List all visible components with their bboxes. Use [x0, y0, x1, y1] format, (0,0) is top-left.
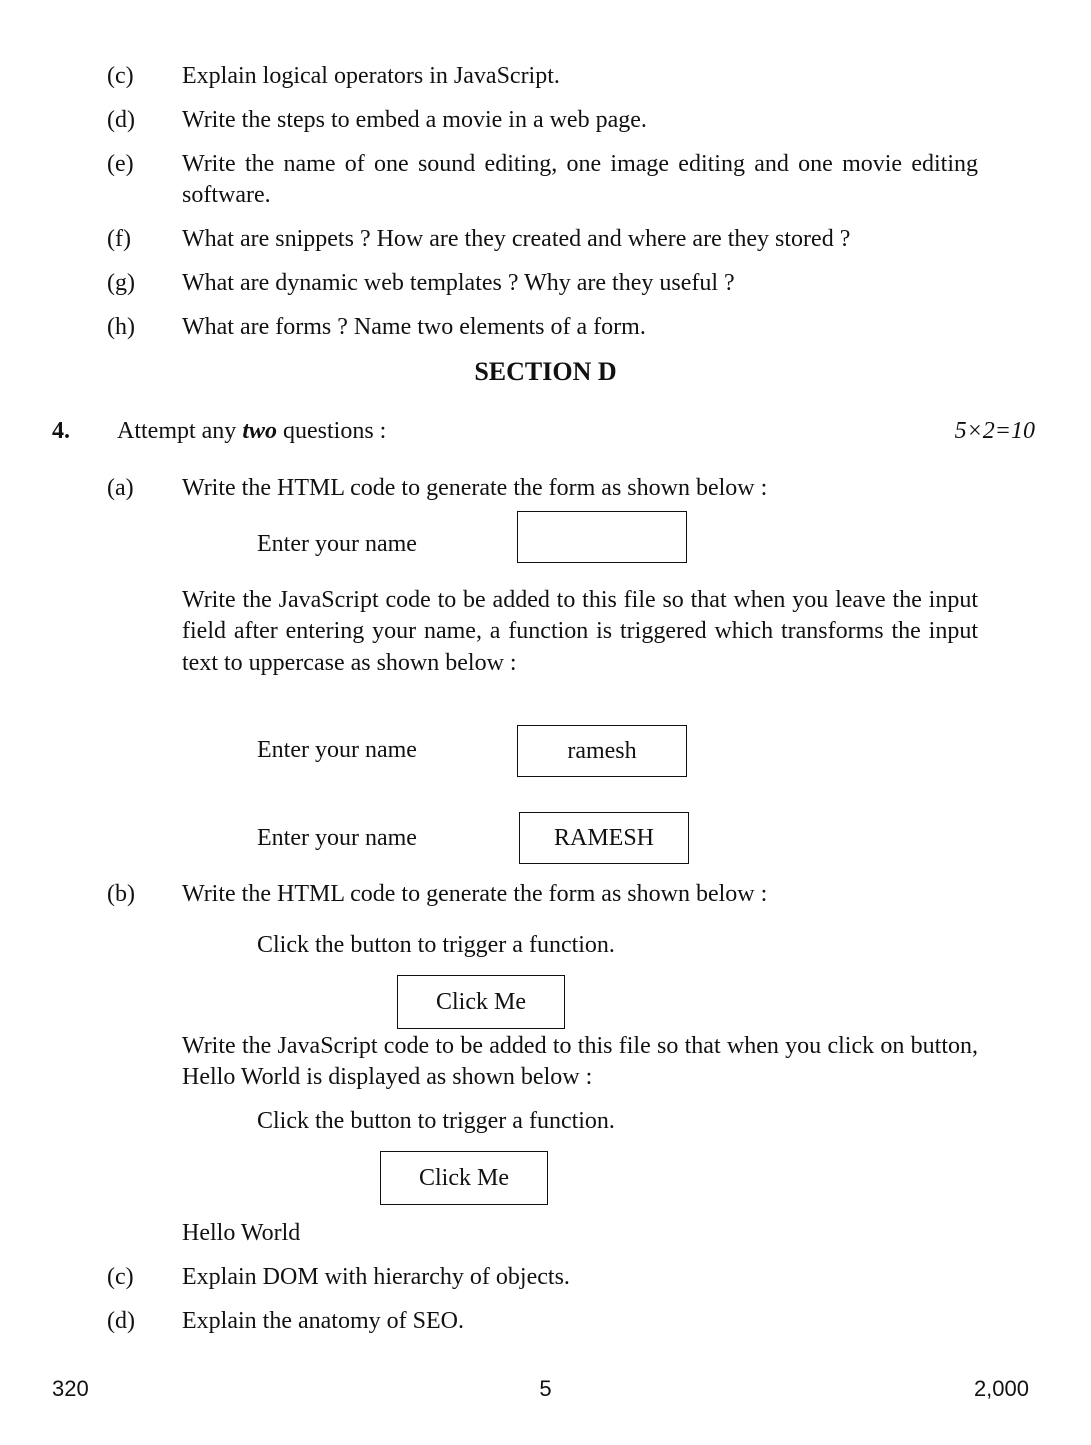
- q3f-text: What are snippets ? How are they created and where are they stored ?: [182, 226, 851, 252]
- q4-number: 4.: [52, 418, 70, 444]
- q4a-label: (a): [107, 475, 134, 501]
- name-input-upper: RAMESH: [519, 812, 689, 864]
- q3f-label: (f): [107, 226, 131, 252]
- hello-world-output: Hello World: [182, 1220, 301, 1246]
- q4b-text: Write the HTML code to generate the form as shown below :: [182, 881, 768, 907]
- q3h-text: What are forms ? Name two elements of a form.: [182, 314, 646, 340]
- name-input-lower: ramesh: [517, 725, 687, 777]
- q3g-text: What are dynamic web templates ? Why are they useful ?: [182, 270, 735, 296]
- q3g-label: (g): [107, 270, 135, 296]
- q3h-label: (h): [107, 314, 135, 340]
- footer-copies: 2,000: [973, 1376, 1029, 1401]
- name-input-empty: [517, 511, 687, 563]
- click-me-button: Click Me: [397, 975, 565, 1029]
- footer-page: 5: [539, 1376, 552, 1401]
- q4c-text: Explain DOM with hierarchy of objects.: [182, 1264, 570, 1290]
- q3c-label: (c): [107, 63, 134, 89]
- instr-pre: Attempt any: [117, 418, 243, 444]
- q4d-label: (d): [107, 1308, 135, 1334]
- q4c-label: (c): [107, 1264, 134, 1290]
- prompt-text: Click the button to trigger a function.: [257, 932, 615, 958]
- q4b-para: Write the JavaScript code to be added to this file so that when you click on button, Hello World is displayed as shown below :: [182, 1033, 978, 1091]
- q4b-label: (b): [107, 881, 135, 907]
- q4-instruction: [117, 416, 386, 447]
- section-title: SECTION D: [474, 357, 617, 386]
- q4d-text: Explain the anatomy of SEO.: [182, 1308, 464, 1334]
- form-field-label: Enter your name: [257, 531, 417, 557]
- instr-emphasis: two: [242, 418, 277, 444]
- q4a-text: Write the HTML code to generate the form as shown below :: [182, 475, 768, 501]
- click-me-button: Click Me: [380, 1151, 548, 1205]
- q4-marks: 5×2=10: [954, 418, 1035, 444]
- footer-code: 320: [52, 1376, 89, 1401]
- q3c-text: Explain logical operators in JavaScript.: [182, 63, 560, 89]
- q3d-text: Write the steps to embed a movie in a web page.: [182, 107, 647, 133]
- q4a-para: Write the JavaScript code to be added to this file so that when you leave the input field after entering your name, a function is triggered which transforms the input text to uppercase as shown below :: [182, 587, 978, 676]
- form-field-label: Enter your name: [257, 737, 417, 763]
- q3d-label: (d): [107, 107, 135, 133]
- prompt-text: Click the button to trigger a function.: [257, 1108, 615, 1134]
- q3e-text: Write the name of one sound editing, one image editing and one movie editing software.: [182, 151, 978, 209]
- form-field-label: Enter your name: [257, 825, 417, 851]
- instr-post: questions :: [277, 418, 387, 444]
- q3e-label: (e): [107, 151, 134, 177]
